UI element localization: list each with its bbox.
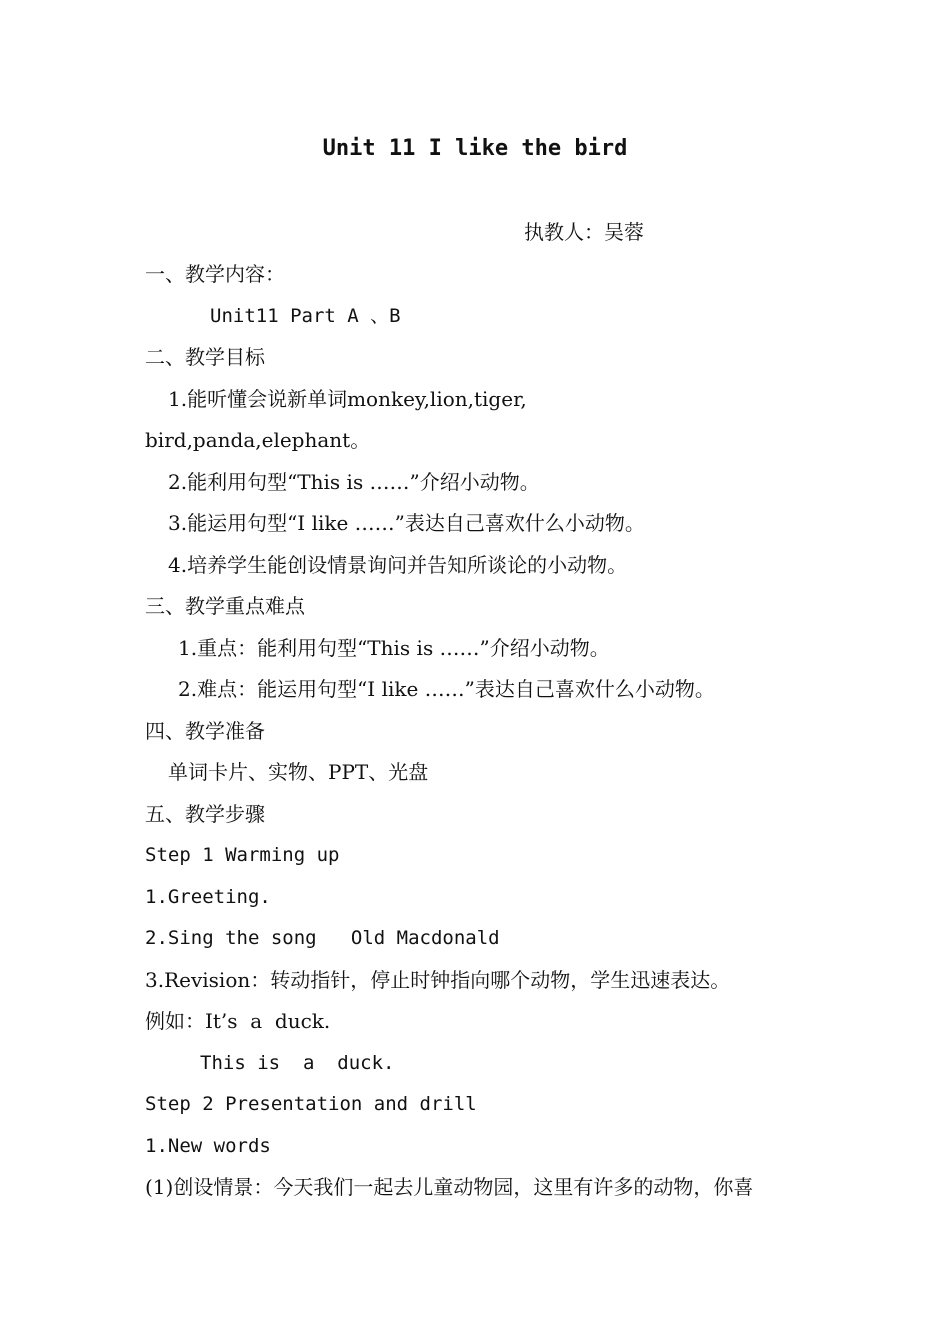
section-heading-key-points: 三、教学重点难点 bbox=[145, 594, 305, 618]
step-line: (1)创设情景：今天我们一起去儿童动物园，这里有许多的动物，你喜 bbox=[145, 1175, 754, 1199]
section-heading-preparation: 四、教学准备 bbox=[145, 719, 265, 743]
key-point-item: 2.难点：能运用句型“I like ……”表达自己喜欢什么小动物。 bbox=[178, 677, 715, 701]
goal-item: 2.能利用句型“This is ……”介绍小动物。 bbox=[168, 470, 540, 494]
step-line: 2.Sing the song Old Macdonald bbox=[145, 927, 500, 949]
goal-item: 4.培养学生能创设情景询问并告知所谈论的小动物。 bbox=[168, 553, 628, 577]
example-line: 例如：It’s a duck. bbox=[145, 1009, 331, 1033]
teacher-line: 执教人：吴蓉 bbox=[524, 220, 644, 244]
section-heading-steps: 五、教学步骤 bbox=[145, 802, 265, 826]
goal-item: 3.能运用句型“I like ……”表达自己喜欢什么小动物。 bbox=[168, 511, 645, 535]
content-line: Unit11 Part A 、B bbox=[210, 305, 401, 327]
step-line: 1.New words bbox=[145, 1135, 271, 1157]
preparation-line: 单词卡片、实物、PPT、光盘 bbox=[168, 760, 429, 784]
step-heading: Step 2 Presentation and drill bbox=[145, 1093, 477, 1115]
document-title: Unit 11 I like the bird bbox=[322, 136, 628, 161]
section-heading-goals: 二、教学目标 bbox=[145, 345, 265, 369]
step-line: 3.Revision：转动指针，停止时钟指向哪个动物，学生迅速表达。 bbox=[145, 968, 731, 992]
step-line: 1.Greeting. bbox=[145, 886, 271, 908]
key-point-item: 1.重点：能利用句型“This is ……”介绍小动物。 bbox=[178, 636, 610, 660]
example-line: This is a duck. bbox=[200, 1052, 395, 1074]
goal-item-continued: bird,panda,elephant。 bbox=[145, 428, 371, 452]
goal-item: 1.能听懂会说新单词monkey,lion,tiger, bbox=[168, 387, 527, 411]
section-heading-content: 一、教学内容： bbox=[145, 262, 285, 286]
step-heading: Step 1 Warming up bbox=[145, 844, 340, 866]
